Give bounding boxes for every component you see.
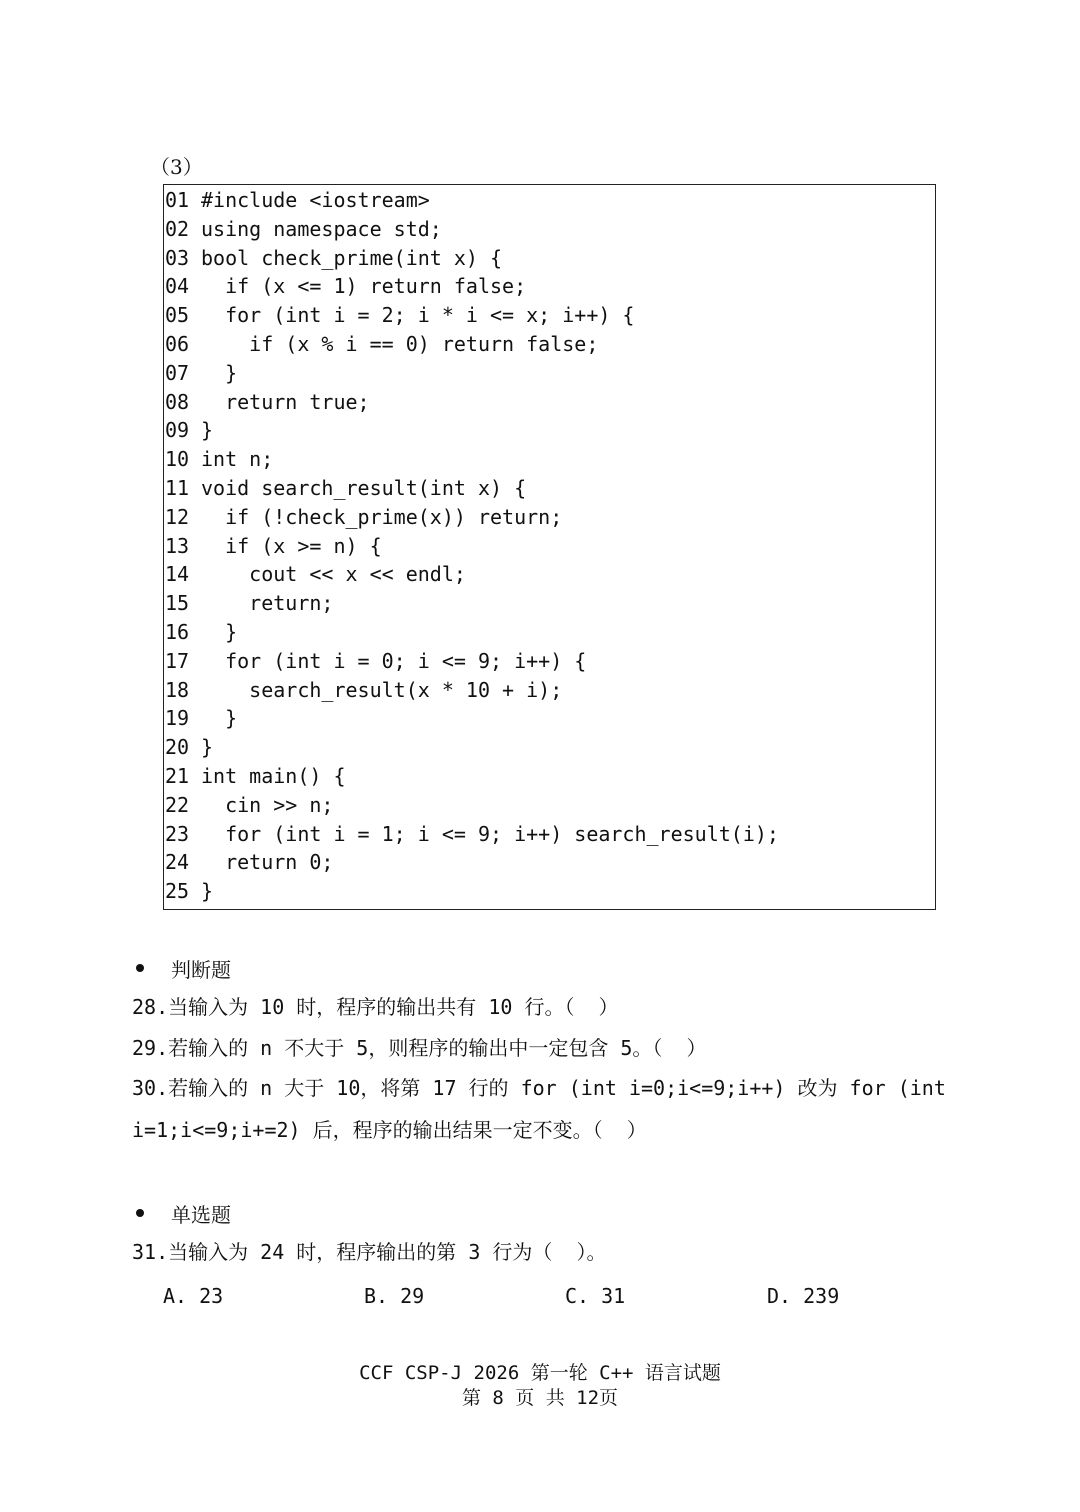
- code-text: return true;: [201, 389, 370, 414]
- code-text: #include <iostream>: [201, 188, 430, 212]
- code-line: [164, 762, 935, 791]
- code-text: return;: [201, 591, 334, 616]
- code-text: for (int i = 1; i <= 9; i++) search_result(i);: [201, 821, 779, 846]
- code-line: [164, 676, 935, 705]
- line-number: 05: [165, 303, 190, 328]
- code-line: [164, 215, 935, 244]
- choice-heading-text: 单选题: [171, 1203, 231, 1227]
- line-number: 16: [165, 619, 190, 644]
- line-number: 07: [165, 360, 190, 385]
- line-number: 03: [165, 245, 190, 270]
- line-number: 21: [165, 763, 190, 788]
- code-line: [164, 244, 935, 273]
- line-number: 25: [165, 879, 190, 904]
- line-number: 18: [165, 677, 190, 702]
- line-number: 15: [165, 591, 190, 616]
- option-b: B. 29: [364, 1284, 425, 1308]
- footer-page-number: 第 8 页 共 12页: [461, 1387, 619, 1409]
- code-text: }: [201, 706, 238, 731]
- code-line: [164, 848, 935, 877]
- question-28: 28.当输入为 10 时，程序的输出共有 10 行。（ ）: [132, 995, 619, 1019]
- option-a: A. 23: [163, 1284, 224, 1308]
- code-text: cout << x << endl;: [201, 562, 466, 587]
- question-30-line-2: i=1;i<=9;i+=2) 后，程序的输出结果一定不变。（ ）: [132, 1118, 647, 1142]
- bullet-icon: [136, 964, 144, 972]
- judge-heading-text: 判断题: [171, 958, 231, 982]
- code-line: [164, 272, 935, 301]
- code-line: [164, 416, 935, 445]
- code-line: [164, 618, 935, 647]
- code-line: [164, 589, 935, 618]
- line-number: 19: [165, 706, 190, 731]
- code-text: if (x <= 1) return false;: [201, 274, 527, 299]
- question-30-line-1: 30.若输入的 n 大于 10，将第 17 行的 for (int i=0;i<=9;i++) 改为 for (int: [132, 1076, 946, 1100]
- code-text: return 0;: [201, 850, 334, 875]
- line-number: 02: [165, 216, 190, 241]
- code-text: using namespace std;: [201, 216, 442, 241]
- code-text: }: [201, 735, 214, 760]
- code-text: if (!check_prime(x)) return;: [201, 504, 563, 529]
- code-text: void search_result(int x) {: [201, 475, 527, 500]
- code-line: [164, 791, 935, 820]
- section-label: （3）: [150, 155, 203, 179]
- code-text: search_result(x * 10 + i);: [201, 677, 563, 702]
- option-c: C. 31: [565, 1284, 626, 1308]
- code-line: [164, 560, 935, 589]
- code-line: [164, 877, 935, 906]
- line-number: 04: [165, 274, 190, 299]
- line-number: 20: [165, 735, 190, 760]
- code-line: [164, 820, 935, 849]
- code-text: if (x >= n) {: [201, 533, 382, 558]
- line-number: 10: [165, 447, 190, 472]
- code-text: }: [201, 879, 214, 904]
- code-text: int main() {: [201, 763, 346, 788]
- code-line: [164, 704, 935, 733]
- bullet-icon: [136, 1209, 144, 1217]
- line-number: 08: [165, 389, 190, 414]
- line-number: 13: [165, 533, 190, 558]
- code-text: if (x % i == 0) return false;: [201, 331, 599, 356]
- question-31: 31.当输入为 24 时，程序输出的第 3 行为（ ）。: [132, 1240, 607, 1264]
- code-listing: [163, 184, 936, 910]
- code-line: [164, 388, 935, 417]
- line-number: 11: [165, 475, 190, 500]
- code-text: }: [201, 619, 238, 644]
- line-number: 14: [165, 562, 190, 587]
- code-text: for (int i = 2; i * i <= x; i++) {: [201, 303, 635, 328]
- code-line: [164, 359, 935, 388]
- code-line: [164, 733, 935, 762]
- code-text: }: [201, 418, 214, 443]
- option-d: D. 239: [767, 1284, 840, 1308]
- code-text: int n;: [201, 447, 274, 472]
- footer-title: CCF CSP-J 2026 第一轮 C++ 语言试题: [359, 1362, 721, 1384]
- line-number: 06: [165, 331, 190, 356]
- code-text: }: [201, 360, 238, 385]
- line-number: 12: [165, 504, 190, 529]
- code-line: [164, 474, 935, 503]
- code-text: for (int i = 0; i <= 9; i++) {: [201, 648, 587, 673]
- line-number: 01: [165, 188, 190, 212]
- code-line: [164, 532, 935, 561]
- question-29: 29.若输入的 n 不大于 5，则程序的输出中一定包含 5。（ ）: [132, 1036, 707, 1060]
- line-number: 23: [165, 821, 190, 846]
- code-line: [164, 330, 935, 359]
- line-number: 09: [165, 418, 190, 443]
- code-line: [164, 503, 935, 532]
- code-line: [164, 301, 935, 330]
- code-line: [164, 647, 935, 676]
- code-text: cin >> n;: [201, 792, 334, 817]
- line-number: 24: [165, 850, 190, 875]
- code-line: [164, 445, 935, 474]
- code-text: bool check_prime(int x) {: [201, 245, 503, 270]
- line-number: 22: [165, 792, 190, 817]
- line-number: 17: [165, 648, 190, 673]
- code-line: [164, 186, 935, 215]
